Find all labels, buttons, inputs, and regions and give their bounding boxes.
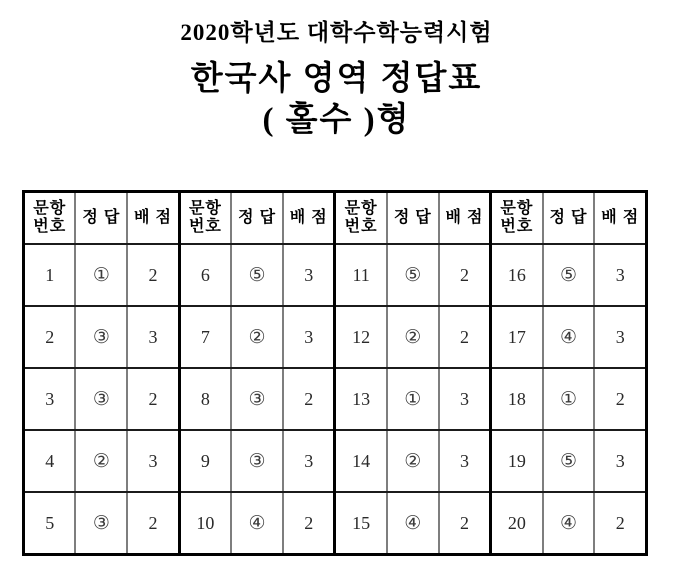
question-number-cell: 5 xyxy=(24,492,76,555)
answer-cell: ① xyxy=(387,368,439,430)
answer-header: 정 답 xyxy=(543,192,595,245)
answer-cell: ⑤ xyxy=(231,244,283,306)
points-cell: 3 xyxy=(439,368,491,430)
points-cell: 3 xyxy=(127,306,179,368)
points-cell: 3 xyxy=(439,430,491,492)
table-row xyxy=(24,244,647,306)
question-number-cell: 16 xyxy=(491,244,543,306)
question-number-cell: 19 xyxy=(491,430,543,492)
answer-cell: ③ xyxy=(75,368,127,430)
points-cell: 2 xyxy=(127,492,179,555)
question-number-cell: 9 xyxy=(179,430,231,492)
table-row xyxy=(24,368,647,430)
header-label: 번호 xyxy=(33,218,67,235)
answer-header: 정 답 xyxy=(387,192,439,245)
answer-cell: ③ xyxy=(231,368,283,430)
table-row xyxy=(24,306,647,368)
points-cell: 3 xyxy=(594,430,646,492)
table-row xyxy=(24,430,647,492)
question-number-cell: 7 xyxy=(179,306,231,368)
header-label: 문항 xyxy=(188,199,222,217)
header-row xyxy=(24,192,647,245)
answer-cell: ② xyxy=(387,306,439,368)
question-number-header xyxy=(24,192,76,245)
question-number-cell: 6 xyxy=(179,244,231,306)
question-number-cell: 15 xyxy=(335,492,387,555)
answer-cell: ① xyxy=(75,244,127,306)
question-number-cell: 2 xyxy=(24,306,76,368)
question-number-cell: 3 xyxy=(24,368,76,430)
header-label: 문항 xyxy=(500,199,534,217)
title-block xyxy=(0,0,673,138)
question-number-cell: 10 xyxy=(179,492,231,555)
question-number-cell: 13 xyxy=(335,368,387,430)
question-number-header xyxy=(335,192,387,245)
points-cell: 2 xyxy=(127,368,179,430)
exam-type: ( 홀수 )형 xyxy=(262,101,411,138)
header-label: 번호 xyxy=(188,218,222,235)
points-cell: 2 xyxy=(439,492,491,555)
points-cell: 2 xyxy=(127,244,179,306)
points-cell: 3 xyxy=(594,306,646,368)
answer-header: 정 답 xyxy=(75,192,127,245)
answer-table xyxy=(22,190,648,556)
points-cell: 3 xyxy=(283,430,335,492)
points-cell: 3 xyxy=(127,430,179,492)
header-label: 번호 xyxy=(500,218,534,235)
subject-title: 한국사 영역 정답표 xyxy=(190,61,483,98)
answer-cell: ④ xyxy=(543,492,595,555)
question-number-cell: 14 xyxy=(335,430,387,492)
answer-cell: ③ xyxy=(231,430,283,492)
points-cell: 2 xyxy=(594,492,646,555)
header-label: 번호 xyxy=(344,218,378,235)
header-label: 문항 xyxy=(344,199,378,217)
points-header: 배 점 xyxy=(594,192,646,245)
points-header: 배 점 xyxy=(439,192,491,245)
answer-cell: ③ xyxy=(75,306,127,368)
points-cell: 2 xyxy=(439,306,491,368)
answer-cell: ② xyxy=(231,306,283,368)
question-number-cell: 18 xyxy=(491,368,543,430)
answer-cell: ③ xyxy=(75,492,127,555)
answer-cell: ② xyxy=(387,430,439,492)
answer-cell: ⑤ xyxy=(543,430,595,492)
answer-cell: ② xyxy=(75,430,127,492)
question-number-header xyxy=(179,192,231,245)
question-number-header xyxy=(491,192,543,245)
header-label: 문항 xyxy=(33,199,67,217)
question-number-cell: 1 xyxy=(24,244,76,306)
points-cell: 2 xyxy=(439,244,491,306)
points-cell: 2 xyxy=(283,368,335,430)
answer-cell: ④ xyxy=(387,492,439,555)
answer-cell: ⑤ xyxy=(543,244,595,306)
points-cell: 3 xyxy=(594,244,646,306)
answer-cell: ④ xyxy=(231,492,283,555)
answer-cell: ① xyxy=(543,368,595,430)
points-header: 배 점 xyxy=(127,192,179,245)
answer-cell: ⑤ xyxy=(387,244,439,306)
question-number-cell: 20 xyxy=(491,492,543,555)
answer-cell: ④ xyxy=(543,306,595,368)
points-cell: 3 xyxy=(283,244,335,306)
question-number-cell: 8 xyxy=(179,368,231,430)
question-number-cell: 17 xyxy=(491,306,543,368)
points-cell: 2 xyxy=(283,492,335,555)
answer-header: 정 답 xyxy=(231,192,283,245)
points-cell: 3 xyxy=(283,306,335,368)
points-cell: 2 xyxy=(594,368,646,430)
points-header: 배 점 xyxy=(283,192,335,245)
table-row xyxy=(24,492,647,555)
question-number-cell: 12 xyxy=(335,306,387,368)
question-number-cell: 4 xyxy=(24,430,76,492)
exam-title: 2020학년도 대학수학능력시험 xyxy=(180,20,493,45)
question-number-cell: 11 xyxy=(335,244,387,306)
